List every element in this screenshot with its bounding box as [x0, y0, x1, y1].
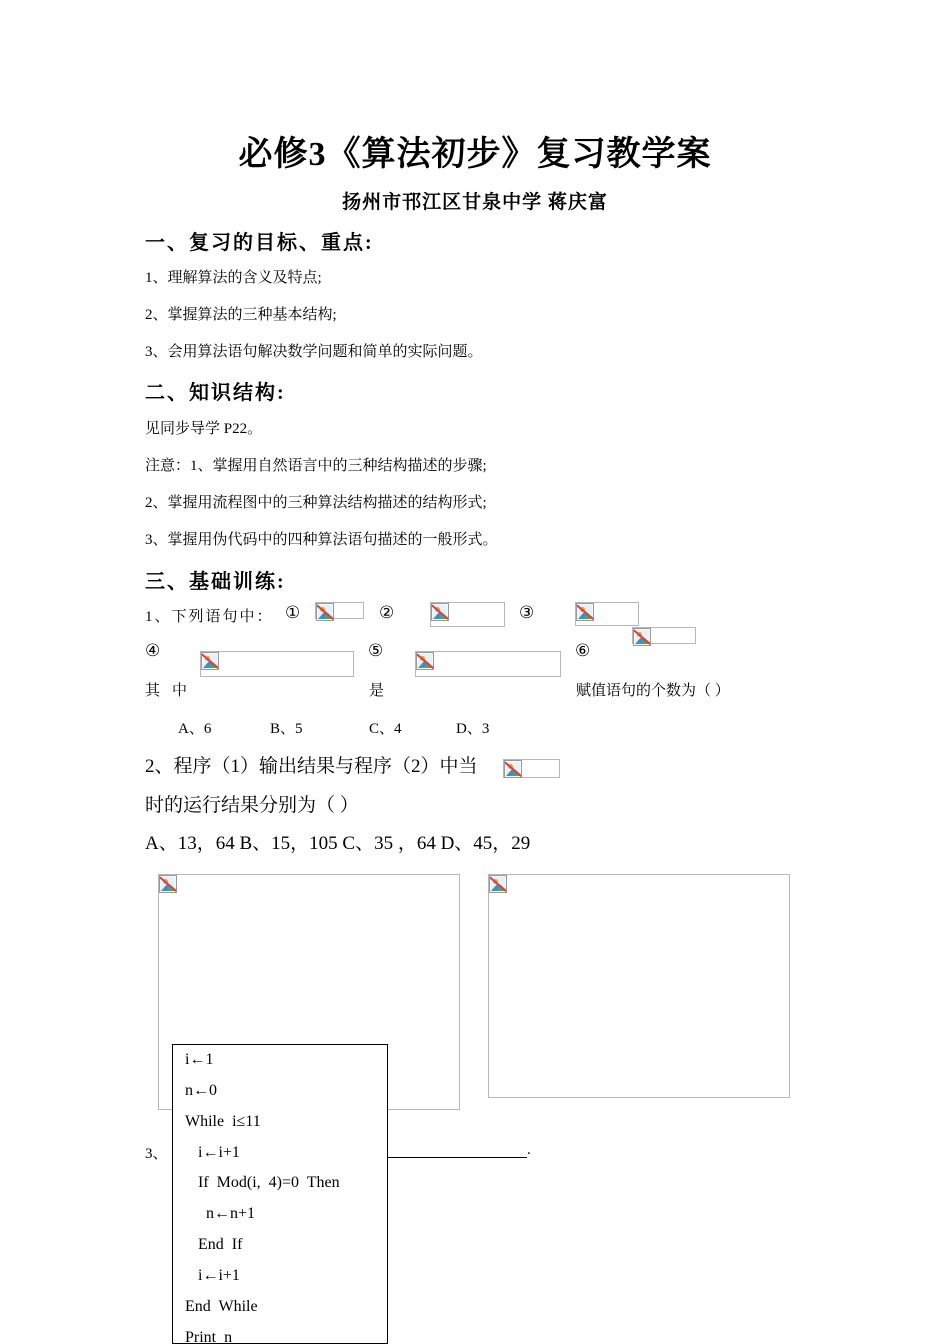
code-line: If Mod(i, 4)=0 Then [198, 1174, 340, 1191]
code-line: End While [185, 1298, 258, 1315]
section-3-heading: 三、基础训练: [145, 571, 286, 593]
q1-statement-3-image [575, 602, 639, 626]
q1-statement-4-image [200, 651, 354, 677]
broken-image-icon [576, 603, 594, 621]
section-1-heading: 一、复习的目标、重点: [145, 232, 374, 254]
broken-image-icon [159, 875, 177, 893]
code-line: i←i+1 [198, 1267, 240, 1284]
q2-condition-image [503, 759, 560, 778]
s2-item-4: 3、掌握用伪代码中的四种算法语句描述的一般形式。 [145, 532, 498, 548]
q1-num-4: ④ [145, 641, 161, 660]
code-line: n←n+1 [206, 1205, 256, 1222]
q1-statement-1-image [315, 602, 364, 619]
code-line: End If [198, 1236, 243, 1253]
broken-image-icon [201, 652, 219, 670]
broken-image-icon [431, 603, 449, 621]
q3-answer-blank [388, 1157, 527, 1158]
s2-item-2: 注意：1、掌握用自然语言中的三种结构描述的步骤; [145, 458, 487, 474]
code-line: While i≤11 [185, 1113, 261, 1130]
author-line: 扬州市邗江区甘泉中学 蒋庆富 [342, 192, 608, 213]
s1-item-3: 3、会用算法语句解决数学问题和简单的实际问题。 [145, 344, 483, 360]
q1-stem: 赋值语句的个数为（ ） [576, 683, 730, 699]
code-line: n←0 [185, 1082, 217, 1099]
q1-option-b: B、5 [270, 721, 303, 737]
q1-statement-6-image [632, 627, 696, 644]
q1-num-1: ① [285, 603, 301, 622]
broken-image-icon [416, 652, 434, 670]
q2-line-1: 2、程序（1）输出结果与程序（2）中当 [145, 756, 478, 777]
code-line: i←i+1 [198, 1144, 240, 1161]
q1-option-d: D、3 [456, 721, 490, 737]
q1-zhong: 中 [172, 683, 188, 699]
q1-num-3: ③ [519, 603, 535, 622]
q1-shi: 是 [369, 683, 385, 699]
q1-intro: 1、下列语句中： [145, 609, 274, 625]
q2-line-2: 时的运行结果分别为（ ） [145, 795, 359, 816]
q1-option-c: C、4 [369, 721, 402, 737]
q1-num-5: ⑤ [368, 641, 384, 660]
s2-item-3: 2、掌握用流程图中的三种算法结构描述的结构形式; [145, 495, 487, 511]
q1-statement-2-image [430, 602, 505, 627]
broken-image-icon [504, 760, 522, 778]
q1-qi: 其 [145, 683, 161, 699]
program-2-image [488, 874, 790, 1098]
pseudocode-box [172, 1044, 388, 1344]
page-title: 必修3《算法初步》复习教学案 [238, 136, 712, 173]
q1-statement-5-image [415, 651, 561, 677]
q1-num-2: ② [379, 603, 395, 622]
s1-item-2: 2、掌握算法的三种基本结构; [145, 307, 337, 323]
s1-item-1: 1、理解算法的含义及特点; [145, 270, 322, 286]
q3-prefix: 3、 [145, 1146, 168, 1162]
s2-item-1: 见同步导学 P22。 [145, 421, 263, 437]
code-line: i←1 [185, 1051, 214, 1068]
q3-suffix: . [527, 1142, 531, 1158]
broken-image-icon [316, 603, 334, 621]
section-2-heading: 二、知识结构: [145, 382, 286, 404]
broken-image-icon [633, 628, 651, 646]
q2-options: A、13，64 B、15，105 C、35 ，64 D、45，29 [145, 833, 531, 854]
q1-option-a: A、6 [178, 721, 212, 737]
q1-num-6: ⑥ [575, 641, 591, 660]
broken-image-icon [489, 875, 507, 893]
code-line: Print n [185, 1329, 233, 1344]
